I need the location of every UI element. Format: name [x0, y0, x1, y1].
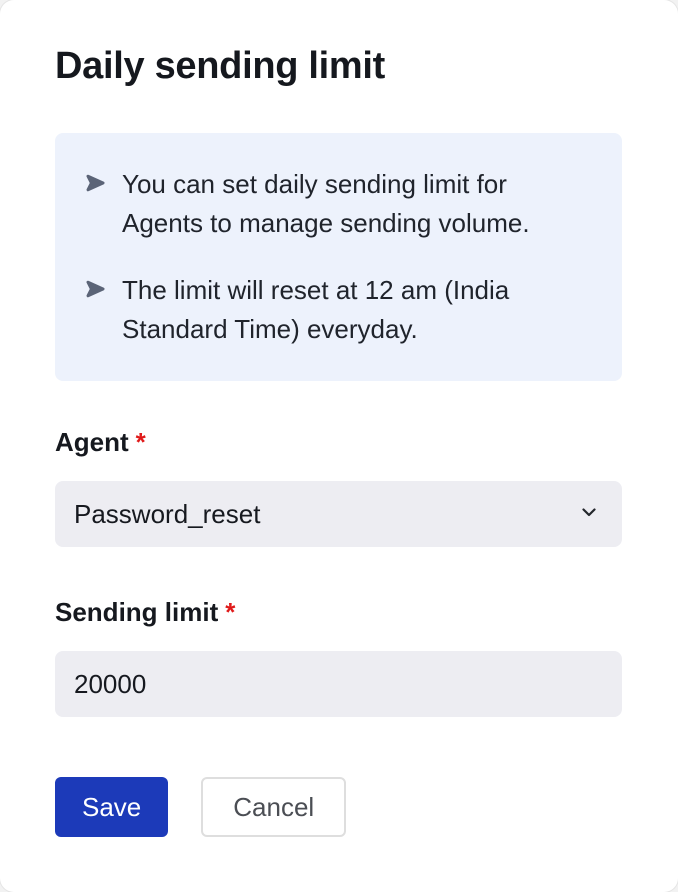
agent-select-value: Password_reset — [74, 498, 261, 529]
info-box — [55, 133, 622, 381]
info-item-text: The limit will reset at 12 am (India Standard Time) everyday. — [122, 275, 510, 344]
cancel-button[interactable]: Cancel — [201, 777, 346, 837]
sending-limit-label — [55, 597, 622, 627]
sending-limit-input[interactable] — [55, 651, 622, 717]
agent-select[interactable] — [55, 481, 622, 547]
info-item — [85, 165, 586, 243]
required-asterisk: * — [135, 427, 146, 457]
arrowhead-right-icon — [85, 280, 106, 303]
chevron-down-icon — [578, 501, 600, 528]
info-item — [85, 271, 586, 349]
sending-limit-label-text: Sending limit — [55, 597, 219, 627]
arrowhead-right-icon — [85, 174, 106, 197]
agent-label-text: Agent — [55, 427, 129, 457]
info-item-text: You can set daily sending limit for Agents to manage sending volume. — [122, 169, 530, 238]
agent-label — [55, 427, 622, 457]
save-button[interactable]: Save — [55, 777, 168, 837]
dialog-actions — [55, 777, 622, 837]
required-asterisk: * — [225, 597, 236, 627]
dialog-title: Daily sending limit — [55, 45, 386, 87]
